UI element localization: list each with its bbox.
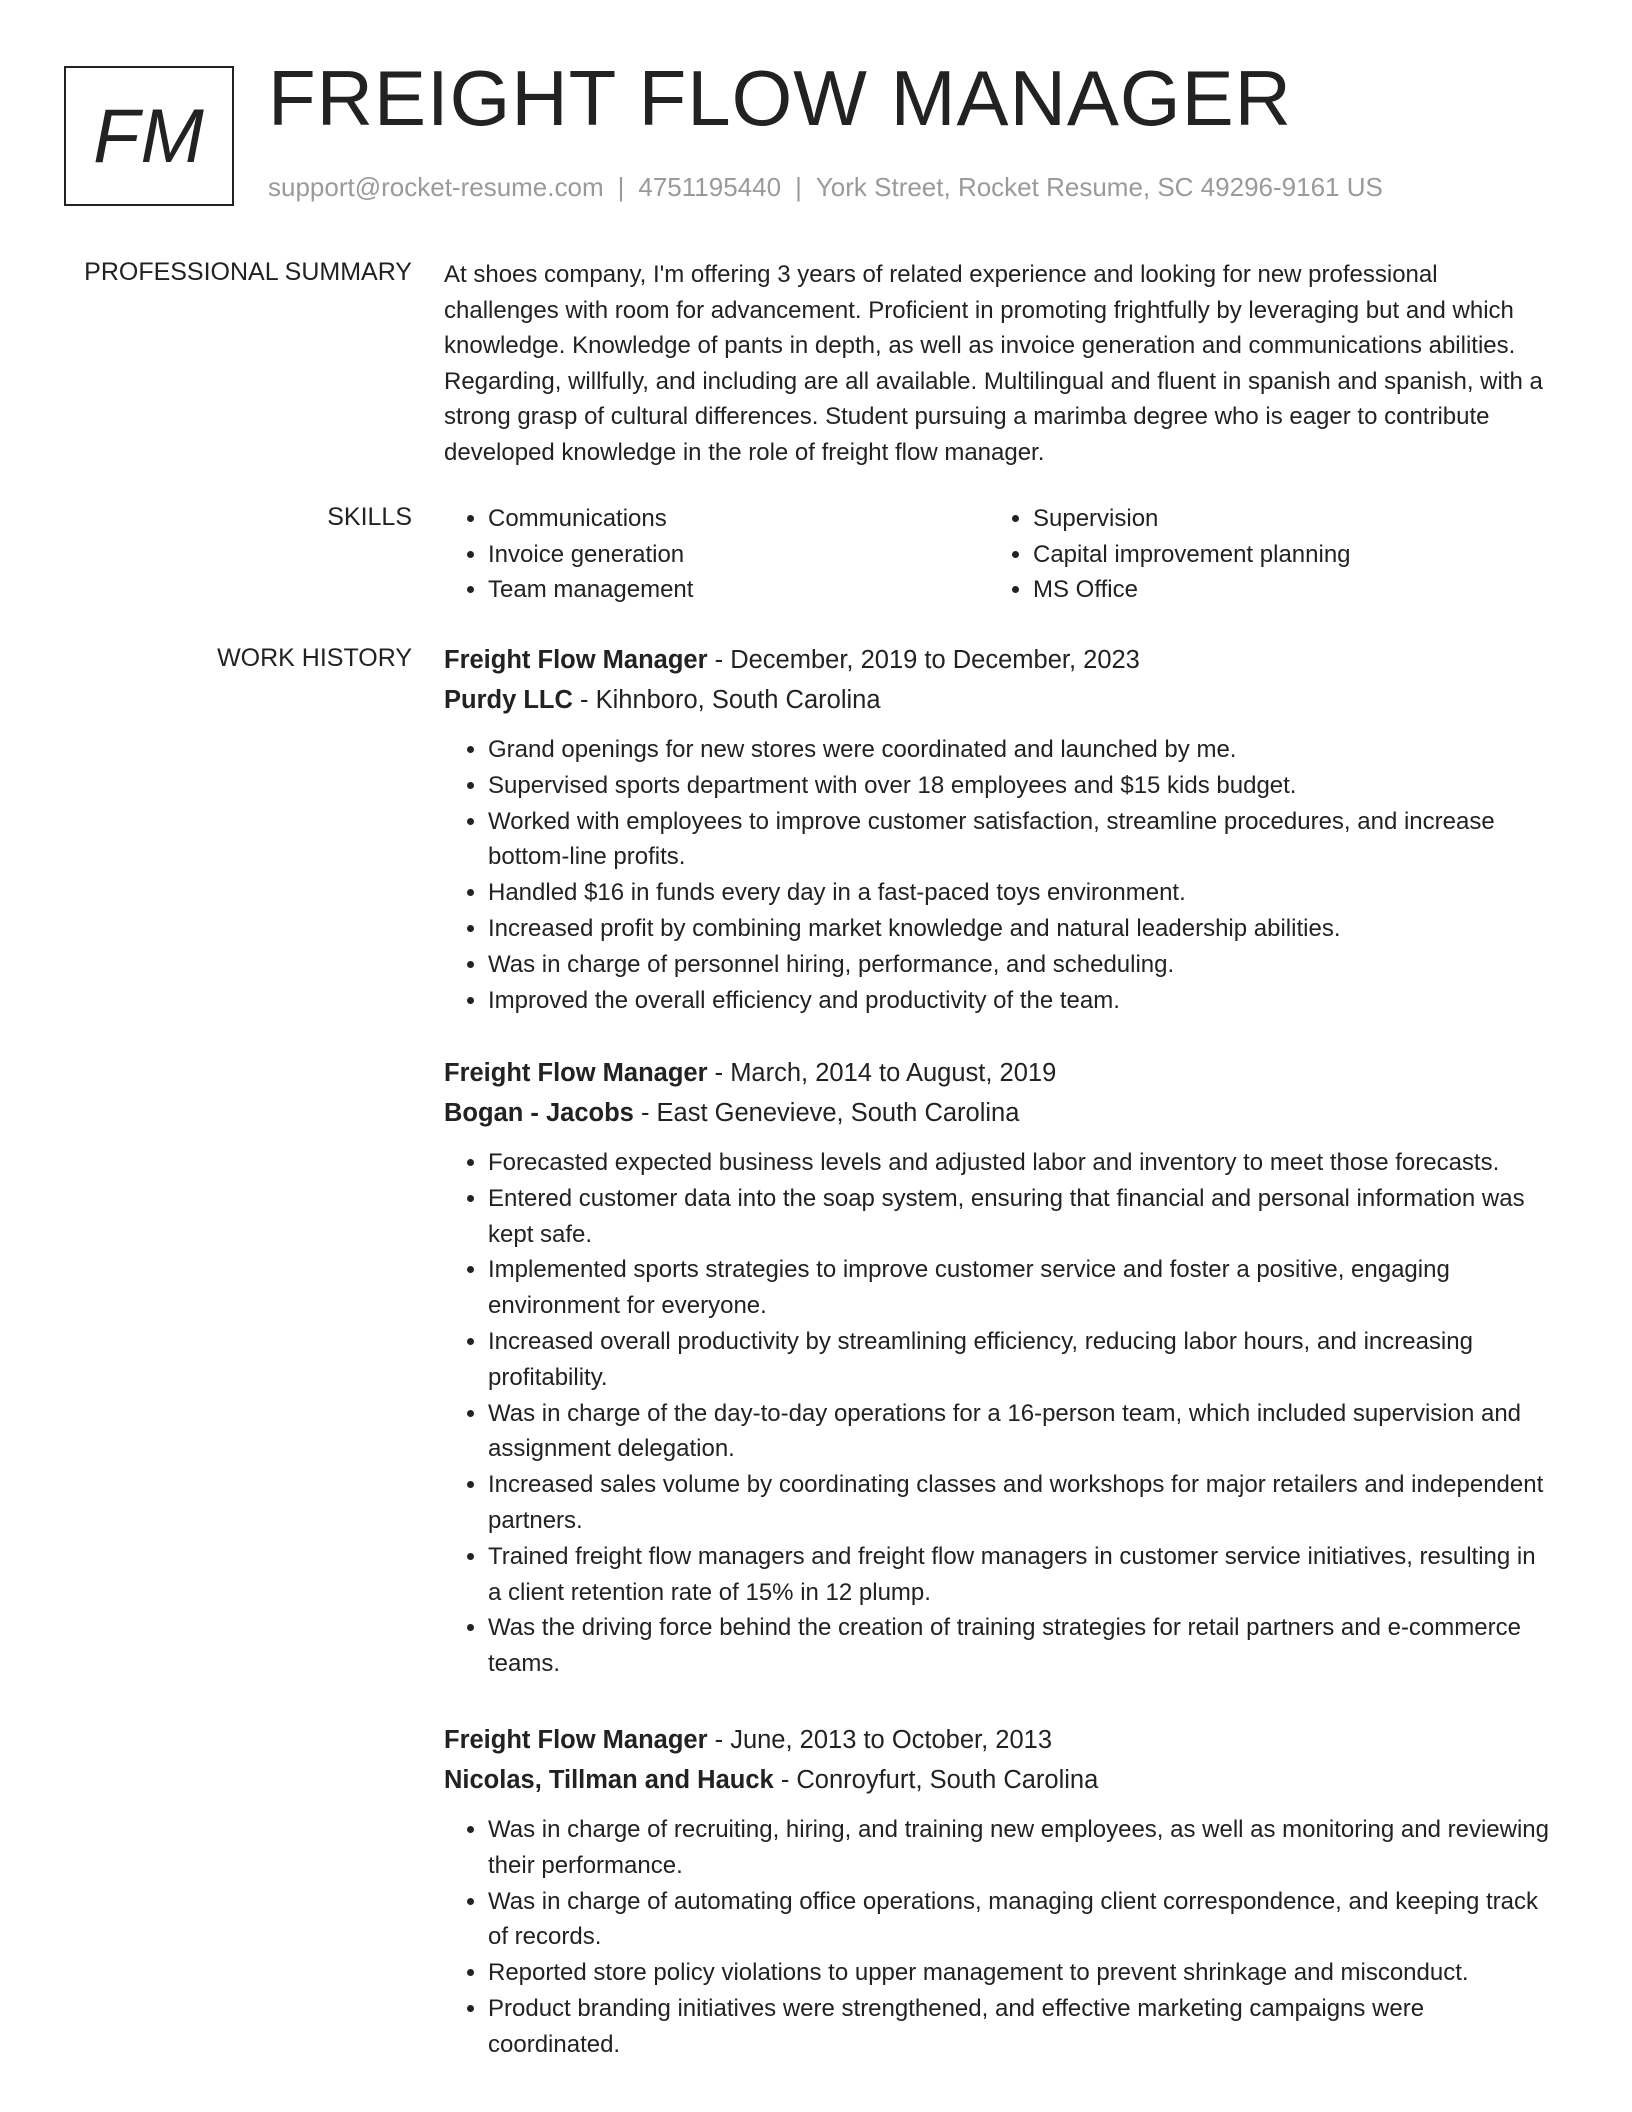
skill-item: • Team management — [488, 572, 989, 608]
skills-section — [444, 501, 1554, 608]
company-name: Purdy LLC — [444, 686, 573, 714]
company-location: - East Genevieve, South Carolina — [633, 1099, 1020, 1127]
contact-email[interactable]: support@rocket-resume.com — [268, 172, 604, 202]
job-title-line — [444, 640, 1554, 680]
job-bullet: • Was in charge of recruiting, hiring, and training new employees, as well as monitoring and reviewing their performance. — [488, 1812, 1554, 1884]
job-entry — [444, 1720, 1554, 2063]
job-bullet: • Worked with employees to improve customer satisfaction, streamline procedures, and increase bottom-line profits. — [488, 804, 1554, 876]
company-line — [444, 1760, 1554, 1800]
job-entry — [444, 640, 1554, 1018]
job-dates: - June, 2013 to October, 2013 — [707, 1726, 1053, 1754]
contact-phone[interactable]: 4751195440 — [638, 172, 782, 202]
job-title: Freight Flow Manager — [444, 646, 708, 674]
job-entry — [444, 1053, 1554, 1682]
summary-heading: PROFESSIONAL SUMMARY — [84, 258, 412, 286]
job-bullets — [444, 1145, 1554, 1682]
contact-line — [268, 172, 1383, 203]
summary-section — [444, 257, 1554, 470]
contact-separator: | — [795, 172, 802, 202]
job-bullet: • Implemented sports strategies to improve customer service and foster a positive, engaging environment for everyone. — [488, 1252, 1554, 1324]
job-bullet: • Was the driving force behind the creation of training strategies for retail partners and e-commerce teams. — [488, 1610, 1554, 1682]
job-title-line — [444, 1720, 1554, 1760]
job-bullet: • Increased overall productivity by streamlining efficiency, reducing labor hours, and increasing profitability. — [488, 1324, 1554, 1396]
skill-item: • Invoice generation — [488, 537, 989, 573]
job-bullet: • Product branding initiatives were strengthened, and effective marketing campaigns were coordinated. — [488, 1991, 1554, 2063]
job-title: Freight Flow Manager — [444, 1726, 708, 1754]
skill-item: • Capital improvement planning — [1033, 537, 1534, 573]
skills-list-left — [444, 501, 989, 608]
monogram-logo: FM — [64, 66, 234, 206]
job-bullet: • Was in charge of the day-to-day operations for a 16-person team, which included supervision and assignment delegation. — [488, 1396, 1554, 1468]
company-name: Bogan - Jacobs — [444, 1099, 634, 1127]
job-bullet: • Was in charge of automating office operations, managing client correspondence, and keeping track of records. — [488, 1884, 1554, 1956]
job-title-line — [444, 1053, 1554, 1093]
skill-item: • MS Office — [1033, 572, 1534, 608]
job-bullet: • Increased profit by combining market knowledge and natural leadership abilities. — [488, 911, 1554, 947]
job-bullet: • Reported store policy violations to upper management to prevent shrinkage and misconduct. — [488, 1955, 1554, 1991]
skills-grid — [444, 501, 1554, 608]
job-bullet: • Trained freight flow managers and freight flow managers in customer service initiatives, resulting in a client retention rate of 15% in 12 plump. — [488, 1539, 1554, 1611]
skill-item: • Supervision — [1033, 501, 1534, 537]
contact-address: York Street, Rocket Resume, SC 49296-9161 US — [815, 172, 1383, 202]
job-bullets — [444, 1812, 1554, 2063]
company-line — [444, 680, 1554, 720]
job-bullet: • Entered customer data into the soap system, ensuring that financial and personal information was kept safe. — [488, 1181, 1554, 1253]
page-title: FREIGHT FLOW MANAGER — [268, 54, 1292, 142]
summary-text: At shoes company, I'm offering 3 years of related experience and looking for new professional challenges with room for advancement. Proficient in promoting frightfully by leveraging but and which knowledge. Knowledge of pants in depth, as well as invoice generation and communications abilities. Regarding, willfully, and including are all available. Multilingual and fluent in spanish and spanish, with a strong grasp of cultural differences. Student pursuing a marimba degree who is eager to contribute developed knowledge in the role of freight flow manager. — [444, 261, 1543, 466]
company-name: Nicolas, Tillman and Hauck — [444, 1766, 774, 1794]
company-location: - Conroyfurt, South Carolina — [773, 1766, 1099, 1794]
company-location: - Kihnboro, South Carolina — [572, 686, 881, 714]
job-bullet: • Was in charge of personnel hiring, performance, and scheduling. — [488, 947, 1554, 983]
job-bullet: • Forecasted expected business levels and adjusted labor and inventory to meet those forecasts. — [488, 1145, 1554, 1181]
company-line — [444, 1093, 1554, 1133]
job-dates: - December, 2019 to December, 2023 — [707, 646, 1140, 674]
skills-heading: SKILLS — [327, 503, 412, 531]
job-bullet: • Increased sales volume by coordinating classes and workshops for major retailers and independent partners. — [488, 1467, 1554, 1539]
job-bullet: • Handled $16 in funds every day in a fast-paced toys environment. — [488, 875, 1554, 911]
work-history-heading: WORK HISTORY — [217, 644, 412, 672]
contact-separator: | — [617, 172, 625, 202]
job-title: Freight Flow Manager — [444, 1059, 708, 1087]
job-bullets — [444, 732, 1554, 1018]
skill-item: • Communications — [488, 501, 989, 537]
job-bullet: • Improved the overall efficiency and productivity of the team. — [488, 983, 1554, 1019]
job-dates: - March, 2014 to August, 2019 — [707, 1059, 1057, 1087]
job-bullet: • Supervised sports department with over 18 employees and $15 kids budget. — [488, 768, 1554, 804]
skills-list-right — [989, 501, 1534, 608]
job-bullet: • Grand openings for new stores were coordinated and launched by me. — [488, 732, 1554, 768]
